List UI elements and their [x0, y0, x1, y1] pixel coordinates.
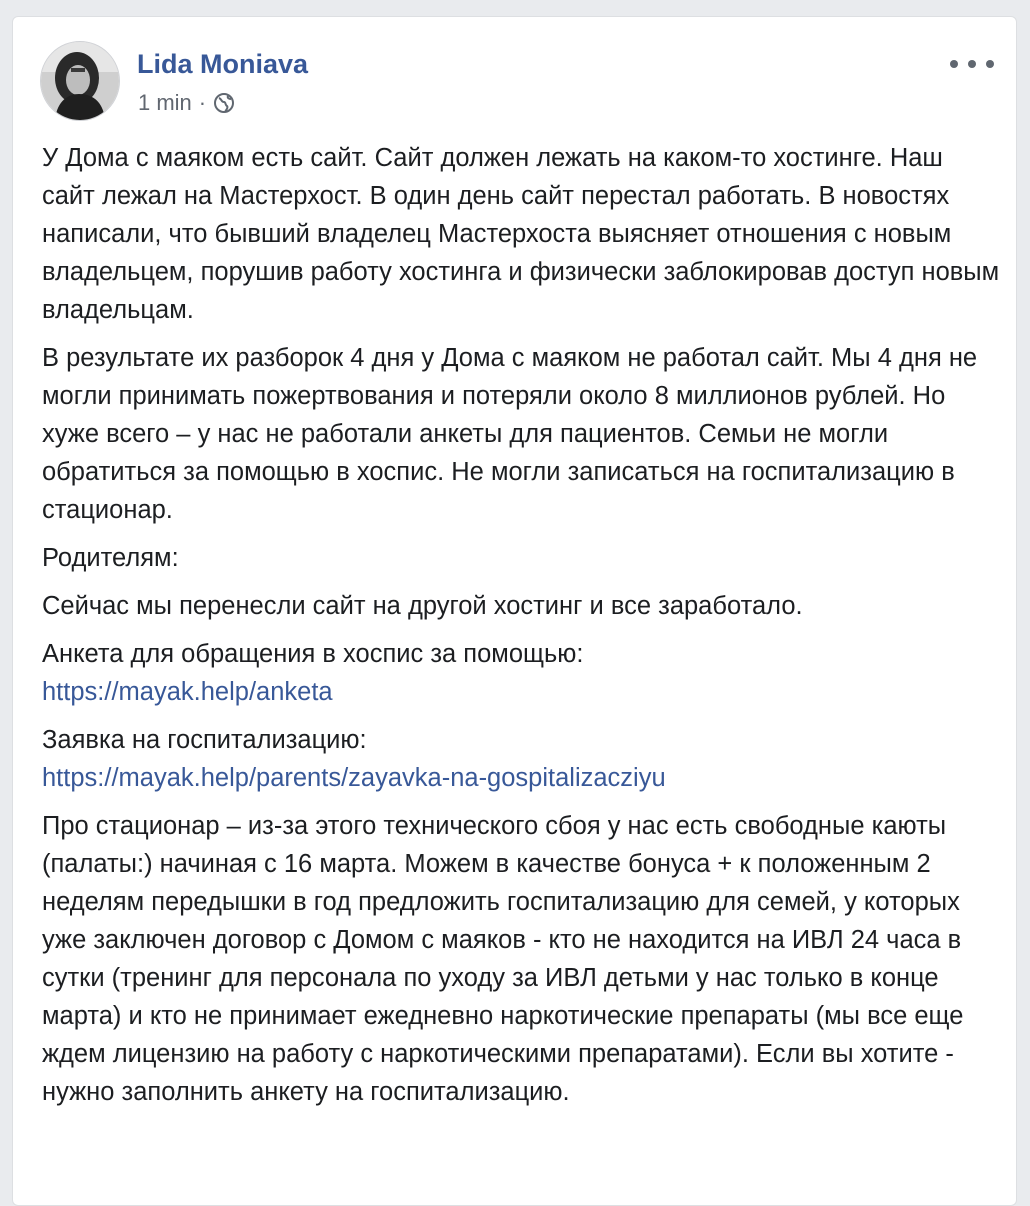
globe-icon[interactable]	[213, 92, 235, 114]
post-timestamp[interactable]: 1 min	[138, 90, 192, 115]
link-block	[42, 635, 1002, 711]
post-card	[12, 16, 1017, 1206]
anketa-link[interactable]: https://mayak.help/anketa	[42, 678, 333, 706]
link-block	[42, 721, 1002, 797]
post-body	[42, 139, 1002, 1121]
avatar[interactable]	[40, 41, 120, 121]
post-paragraph: Родителям:	[42, 544, 179, 572]
meta-separator: ·	[198, 90, 207, 115]
more-options-icon[interactable]	[950, 53, 994, 75]
post-paragraph: Про стационар – из-за этого технического сбоя у нас есть свободные каюты (палаты:) начиная с 16 марта. Можем в качестве бонуса + к положенным 2 неделям передышки в год предложить госпитализацию для семей, у которых уже заключен договор с Домом с маяков - кто не находится на ИВЛ 24 часа в сутки (тренинг для персонала по уходу за ИВЛ детьми у нас только в конце марта) и кто не принимает ежедневно наркотические препараты (мы все еще ждем лицензию на работу с наркотическими препаратами). Если вы хотите - нужно заполнить анкету на госпитализацию.	[42, 812, 964, 1106]
post-paragraph: Сейчас мы перенесли сайт на другой хостинг и все заработало.	[42, 592, 803, 620]
post-paragraph: В результате их разборок 4 дня у Дома с маяком не работал сайт. Мы 4 дня не могли принимать пожертвования и потеряли около 8 миллионов рублей. Но хуже всего – у нас не работали анкеты для пациентов. Семьи не могли обратиться за помощью в хоспис. Не могли записаться на госпитализацию в стационар.	[42, 344, 978, 524]
post-paragraph: У Дома с маяком есть сайт. Сайт должен лежать на каком-то хостинге. Наш сайт лежал на Мастерхост. В один день сайт перестал работать. В новостях написали, что бывший владелец Мастерхоста выясняет отношения с новым владельцем, порушив работу хостинга и физически заблокировав доступ новым владельцам.	[42, 144, 1000, 324]
post-meta	[138, 90, 235, 116]
link-label: Заявка на госпитализацию:	[42, 726, 367, 754]
hospitalization-link[interactable]: https://mayak.help/parents/zayavka-na-gospitalizacziyu	[42, 764, 666, 792]
author-name[interactable]: Lida Moniava	[137, 49, 309, 79]
post-header	[40, 41, 996, 125]
link-label: Анкета для обращения в хоспис за помощью:	[42, 640, 584, 668]
